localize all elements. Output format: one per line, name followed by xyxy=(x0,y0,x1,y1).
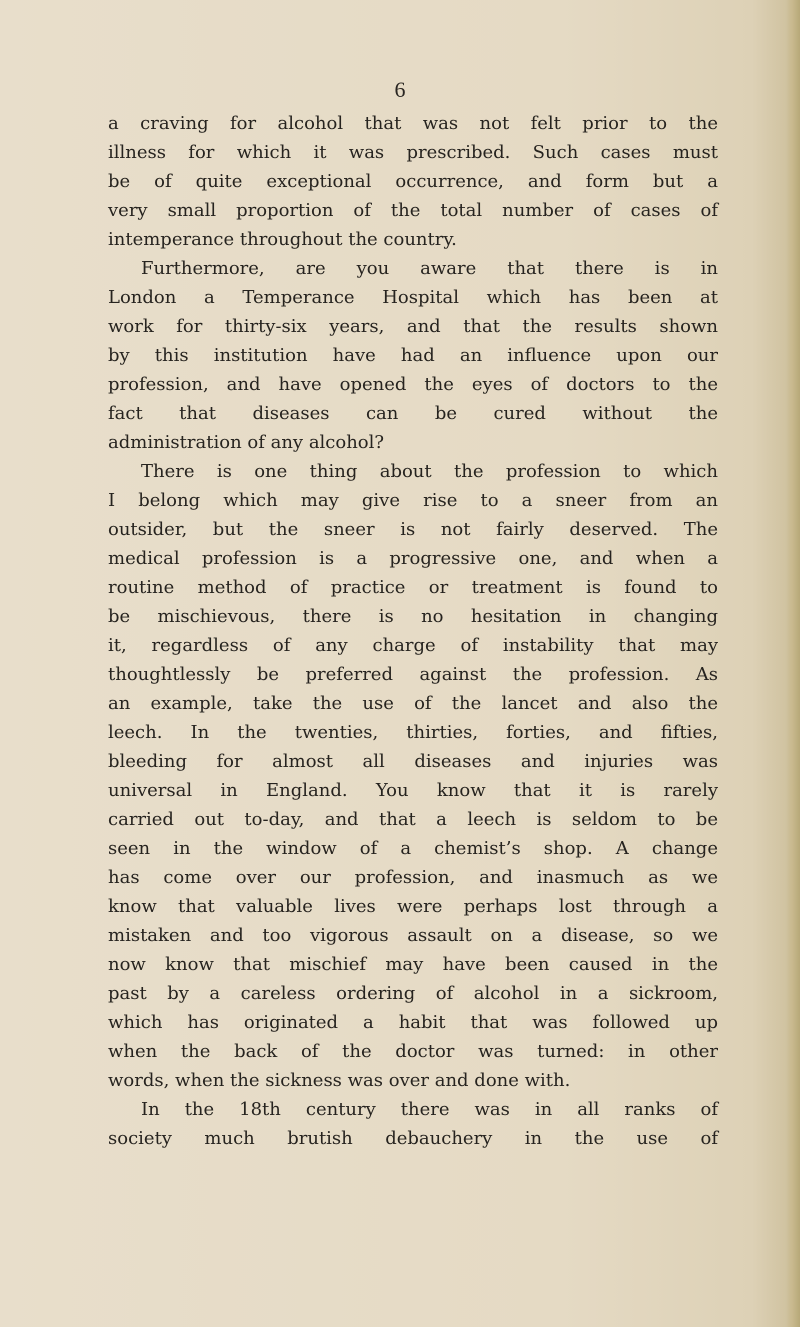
text-line: administration of any alcohol? xyxy=(108,432,385,453)
text-line: words, when the sickness was over and done with. xyxy=(108,1070,571,1091)
text-line: society much brutish debauchery in the use of xyxy=(108,1128,718,1149)
text-line: has come over our profession, and inasmuch as we xyxy=(108,867,718,888)
text-line: be mischievous, there is no hesitation in changing xyxy=(108,606,718,627)
text-line: a craving for alcohol that was not felt prior to the xyxy=(108,113,718,134)
text-line: leech. In the twenties, thirties, forties, and fifties, xyxy=(108,722,718,743)
text-line: outsider, but the sneer is not fairly deserved. The xyxy=(108,519,718,540)
text-line: know that valuable lives were perhaps lost through a xyxy=(108,896,718,917)
text-line: which has originated a habit that was followed up xyxy=(108,1012,718,1033)
text-line: fact that diseases can be cured without the xyxy=(108,403,718,424)
text-line: now know that mischief may have been caused in the xyxy=(108,954,718,975)
text-line: intemperance throughout the country. xyxy=(108,229,457,250)
text-line: routine method of practice or treatment is found to xyxy=(108,577,718,598)
text-line: it, regardless of any charge of instability that may xyxy=(108,635,718,656)
text-line: bleeding for almost all diseases and injuries was xyxy=(108,751,718,772)
text-line: In the 18th century there was in all ranks of xyxy=(141,1099,718,1120)
text-line: past by a careless ordering of alcohol in a sickroom, xyxy=(108,983,718,1004)
body-text xyxy=(108,109,718,1153)
text-line: Furthermore, are you aware that there is in xyxy=(141,258,718,279)
text-line: There is one thing about the profession to which xyxy=(141,461,718,482)
page-number: 6 xyxy=(394,77,406,102)
text-line: mistaken and too vigorous assault on a disease, so we xyxy=(108,925,718,946)
text-line: an example, take the use of the lancet and also the xyxy=(108,693,718,714)
text-line: profession, and have opened the eyes of doctors to the xyxy=(108,374,718,395)
text-line: medical profession is a progressive one, and when a xyxy=(108,548,718,569)
text-line: thoughtlessly be preferred against the profession. As xyxy=(108,664,718,685)
text-line: work for thirty-six years, and that the results shown xyxy=(108,316,718,337)
page-edge-shadow xyxy=(786,0,800,1327)
text-line: universal in England. You know that it is rarely xyxy=(108,780,718,801)
text-line: illness for which it was prescribed. Such cases must xyxy=(108,142,718,163)
text-line: I belong which may give rise to a sneer from an xyxy=(108,490,718,511)
text-line: by this institution have had an influence upon our xyxy=(108,345,718,366)
text-line: very small proportion of the total number of cases of xyxy=(108,200,718,221)
text-line: be of quite exceptional occurrence, and form but a xyxy=(108,171,718,192)
text-line: seen in the window of a chemist’s shop. A change xyxy=(108,838,718,859)
text-line: when the back of the doctor was turned: in other xyxy=(108,1041,718,1062)
text-line: carried out to-day, and that a leech is seldom to be xyxy=(108,809,718,830)
text-line: London a Temperance Hospital which has been at xyxy=(108,287,718,308)
